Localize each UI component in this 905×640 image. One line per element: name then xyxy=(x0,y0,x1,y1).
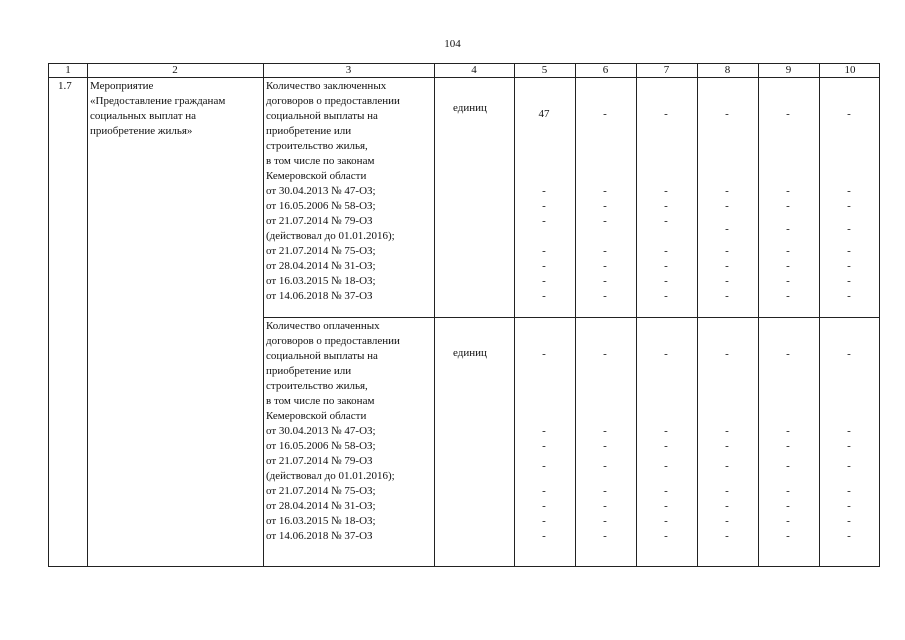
indicator-line: от 28.04.2014 № 31-ОЗ; xyxy=(266,260,376,272)
col-divider xyxy=(263,64,264,566)
indicator-line: от 14.06.2018 № 37-ОЗ xyxy=(266,530,373,542)
indicator-text xyxy=(266,319,400,544)
value-cell: - xyxy=(542,460,546,472)
value-cell: - xyxy=(603,108,607,120)
value-cell: - xyxy=(725,185,729,197)
indicator-line: от 21.07.2014 № 75-ОЗ; xyxy=(266,485,376,497)
indicator-text xyxy=(266,79,400,304)
indicator-line: социальной выплаты на xyxy=(266,110,378,122)
value-cell: - xyxy=(603,290,607,302)
value-cell: - xyxy=(847,515,851,527)
value-cell: - xyxy=(847,348,851,360)
value-cell: - xyxy=(603,460,607,472)
value-cell: - xyxy=(542,185,546,197)
value-cell: - xyxy=(664,460,668,472)
value-cell: - xyxy=(664,260,668,272)
value-cell: - xyxy=(664,425,668,437)
indicator-line: строительство жилья, xyxy=(266,140,368,152)
value-cell: - xyxy=(664,515,668,527)
value-cell: - xyxy=(847,460,851,472)
indicator-line: от 21.07.2014 № 79-ОЗ xyxy=(266,455,373,467)
value-cell: - xyxy=(786,500,790,512)
value-cell: - xyxy=(786,530,790,542)
indicator-line: от 30.04.2013 № 47-ОЗ; xyxy=(266,425,376,437)
value-cell: - xyxy=(603,530,607,542)
column-header: 9 xyxy=(785,64,792,76)
value-cell: - xyxy=(664,440,668,452)
value-cell: - xyxy=(786,275,790,287)
value-cell: - xyxy=(664,500,668,512)
value-cell: - xyxy=(786,425,790,437)
event-line: «Предоставление гражданам xyxy=(90,95,226,107)
value-cell: - xyxy=(664,215,668,227)
unit-label: единиц xyxy=(453,102,487,114)
value-cell: - xyxy=(542,245,546,257)
event-description xyxy=(90,79,225,139)
value-cell: - xyxy=(603,215,607,227)
indicator-line: приобретение или xyxy=(266,125,352,137)
value-cell: - xyxy=(725,200,729,212)
indicator-line: от 21.07.2014 № 75-ОЗ; xyxy=(266,245,376,257)
value-cell: - xyxy=(725,108,729,120)
indicator-line: от 16.05.2006 № 58-ОЗ; xyxy=(266,440,376,452)
value-cell: - xyxy=(786,200,790,212)
column-header: 3 xyxy=(345,64,352,76)
value-cell: - xyxy=(664,245,668,257)
page-number: 104 xyxy=(444,38,461,50)
indicator-line: от 16.03.2015 № 18-ОЗ; xyxy=(266,515,376,527)
indicator-table xyxy=(48,63,880,567)
value-cell: - xyxy=(542,530,546,542)
value-cell: - xyxy=(847,485,851,497)
value-cell: - xyxy=(786,245,790,257)
value-cell: - xyxy=(847,440,851,452)
value-cell: - xyxy=(847,260,851,272)
indicator-line: Кемеровской области xyxy=(266,410,367,422)
value-cell: - xyxy=(725,500,729,512)
column-header: 10 xyxy=(844,64,856,76)
value-cell: - xyxy=(847,530,851,542)
value-cell: - xyxy=(603,275,607,287)
value-cell: - xyxy=(603,185,607,197)
value-cell: - xyxy=(603,425,607,437)
value-cell: - xyxy=(542,500,546,512)
value-cell: - xyxy=(603,515,607,527)
column-header: 8 xyxy=(724,64,731,76)
column-header: 7 xyxy=(663,64,670,76)
value-cell: - xyxy=(542,515,546,527)
value-cell: - xyxy=(847,108,851,120)
value-cell: - xyxy=(725,440,729,452)
col-divider xyxy=(434,64,435,566)
value-cell: - xyxy=(786,460,790,472)
value-cell: - xyxy=(542,200,546,212)
value-cell: - xyxy=(664,290,668,302)
value-cell: - xyxy=(603,200,607,212)
indicator-line: приобретение или xyxy=(266,365,352,377)
value-cell: - xyxy=(786,440,790,452)
value-cell: - xyxy=(847,290,851,302)
value-cell: - xyxy=(542,275,546,287)
indicator-line: от 14.06.2018 № 37-ОЗ xyxy=(266,290,373,302)
value-cell: - xyxy=(786,108,790,120)
col-divider xyxy=(87,64,88,566)
value-cell: - xyxy=(847,223,851,235)
indicator-line: Кемеровской области xyxy=(266,170,367,182)
indicator-line: Количество заключенных xyxy=(266,80,387,92)
column-header: 6 xyxy=(602,64,609,76)
value-cell: - xyxy=(725,425,729,437)
column-header: 4 xyxy=(471,64,477,76)
indicator-line: договоров о предоставлении xyxy=(266,95,400,107)
indicator-line: в том числе по законам xyxy=(266,155,375,167)
value-cell: - xyxy=(542,290,546,302)
value-cell: - xyxy=(786,260,790,272)
value-cell: - xyxy=(542,440,546,452)
indicator-line: от 30.04.2013 № 47-ОЗ; xyxy=(266,185,376,197)
value-cell: - xyxy=(786,290,790,302)
event-line: социальных выплат на xyxy=(90,110,197,122)
indicator-line: договоров о предоставлении xyxy=(266,335,400,347)
value-cell: - xyxy=(847,275,851,287)
event-line: приобретение жилья» xyxy=(90,125,193,137)
value-cell: - xyxy=(786,515,790,527)
value-cell: - xyxy=(786,185,790,197)
value-cell: - xyxy=(664,108,668,120)
value-cell: - xyxy=(603,348,607,360)
value-cell: - xyxy=(725,460,729,472)
indicator-line: от 21.07.2014 № 79-ОЗ xyxy=(266,215,373,227)
column-header: 2 xyxy=(172,64,178,76)
value-cell: - xyxy=(542,260,546,272)
value-cell: - xyxy=(603,260,607,272)
column-header: 5 xyxy=(541,64,548,76)
value-cell: - xyxy=(664,275,668,287)
value-cell: - xyxy=(847,200,851,212)
value-cell: - xyxy=(603,245,607,257)
value-cell: - xyxy=(725,290,729,302)
value-cell: - xyxy=(542,485,546,497)
indicator-line: строительство жилья, xyxy=(266,380,368,392)
value-cell: - xyxy=(786,485,790,497)
value-cell: - xyxy=(725,260,729,272)
value-cell: - xyxy=(664,530,668,542)
value-cell: - xyxy=(725,530,729,542)
value-cell: - xyxy=(725,275,729,287)
value-cell: - xyxy=(786,348,790,360)
value-cell: - xyxy=(664,200,668,212)
value-cell: - xyxy=(847,185,851,197)
indicator-line: от 16.05.2006 № 58-ОЗ; xyxy=(266,200,376,212)
value-cell: - xyxy=(847,245,851,257)
value-cell: - xyxy=(542,425,546,437)
value-cell: - xyxy=(664,185,668,197)
indicator-line: социальной выплаты на xyxy=(266,350,378,362)
unit-label: единиц xyxy=(453,347,487,359)
value-cell: - xyxy=(847,425,851,437)
value-cell: - xyxy=(725,223,729,235)
indicator-line: от 16.03.2015 № 18-ОЗ; xyxy=(266,275,376,287)
value-cell: - xyxy=(664,348,668,360)
value-cell: 47 xyxy=(538,108,550,120)
indicator-line: (действовал до 01.01.2016); xyxy=(266,470,395,482)
value-cell: - xyxy=(603,500,607,512)
value-cell: - xyxy=(603,485,607,497)
event-line: Мероприятие xyxy=(90,80,154,92)
row-number: 1.7 xyxy=(58,80,72,92)
block-divider xyxy=(263,317,879,318)
value-cell: - xyxy=(847,500,851,512)
indicator-line: Количество оплаченных xyxy=(266,320,380,332)
value-cell: - xyxy=(664,485,668,497)
header-divider xyxy=(49,77,879,78)
value-cell: - xyxy=(786,223,790,235)
value-cell: - xyxy=(725,348,729,360)
value-cell: - xyxy=(725,245,729,257)
column-header: 1 xyxy=(65,64,71,76)
indicator-line: (действовал до 01.01.2016); xyxy=(266,230,395,242)
value-cell: - xyxy=(542,215,546,227)
indicator-line: в том числе по законам xyxy=(266,395,375,407)
value-cell: - xyxy=(603,440,607,452)
value-cell: - xyxy=(725,515,729,527)
indicator-line: от 28.04.2014 № 31-ОЗ; xyxy=(266,500,376,512)
value-cell: - xyxy=(542,348,546,360)
value-cell: - xyxy=(725,485,729,497)
